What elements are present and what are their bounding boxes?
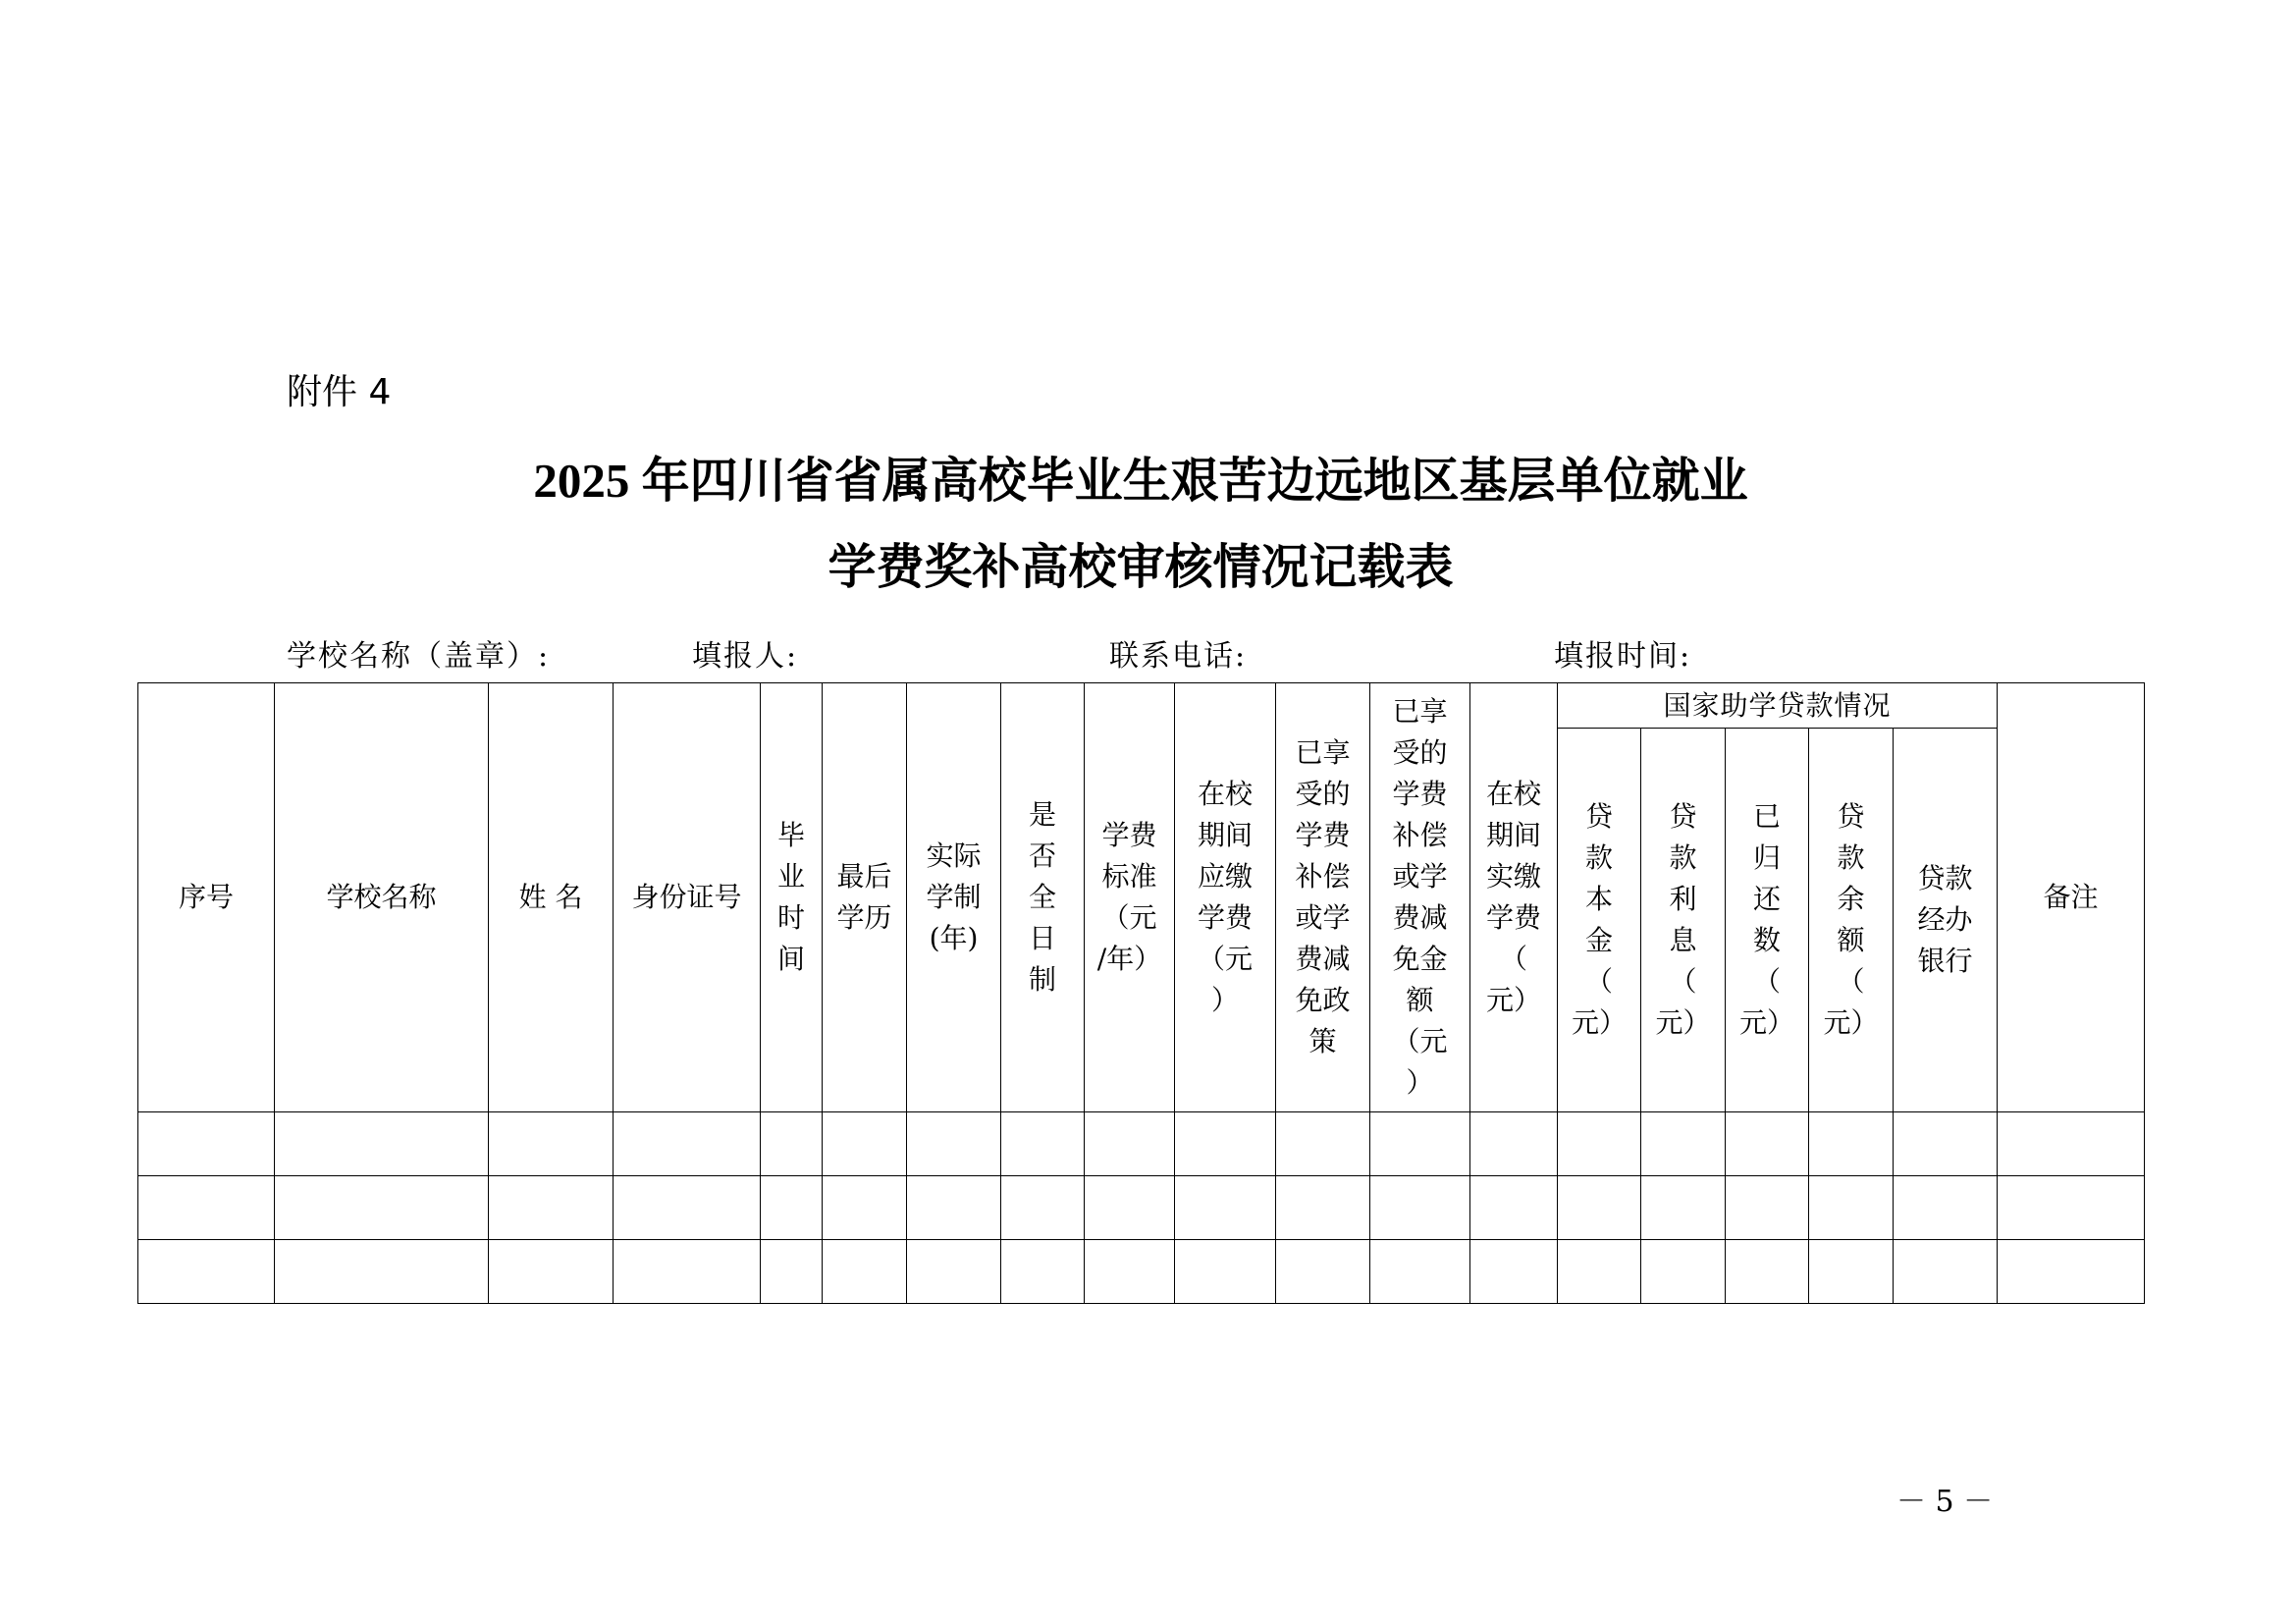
column-header-text: 学历 [836, 901, 892, 934]
column-header-text: 利 [1669, 883, 1697, 915]
table-cell [1558, 1240, 1641, 1304]
column-header-text: 最后 [836, 860, 892, 893]
table-cell [1809, 1176, 1894, 1240]
table-cell [1175, 1112, 1276, 1176]
column-header-text: 受的 [1392, 736, 1448, 769]
column-header-text: 受的 [1295, 778, 1351, 810]
column-header-text: 贷款 [1917, 862, 1973, 894]
column-header-loan-principal [1558, 729, 1641, 1112]
column-header-loan-interest [1641, 729, 1726, 1112]
table-cell [1641, 1240, 1726, 1304]
table-body [138, 1112, 2145, 1304]
column-header-text: 毕 [776, 819, 805, 851]
table-row [138, 1240, 2145, 1304]
column-header-text: （ [1669, 965, 1697, 998]
column-header-text: 数 [1752, 924, 1781, 956]
column-header-text: 期间 [1197, 819, 1253, 851]
header-row [138, 683, 2145, 729]
table-cell [138, 1112, 275, 1176]
table-cell [1558, 1112, 1641, 1176]
table-cell [275, 1112, 489, 1176]
fill-date-field-label: 填报时间: [1554, 639, 1692, 674]
column-header-text: 在校 [1485, 778, 1541, 810]
column-header-text: 贷 [1837, 800, 1865, 833]
column-header-text: 贷 [1669, 800, 1697, 833]
column-header-text: 贷 [1584, 800, 1613, 833]
column-header-text: 元） [1485, 984, 1541, 1016]
column-header-text: 经办 [1917, 903, 1973, 936]
attachment-label: 附件 4 [287, 372, 392, 412]
column-header-loan-repaid [1726, 729, 1809, 1112]
column-header-text: 在校 [1197, 778, 1253, 810]
table-cell [1276, 1240, 1370, 1304]
table-cell [761, 1176, 823, 1240]
column-header-text: 补偿 [1392, 819, 1448, 851]
column-header-text: 已 [1752, 800, 1781, 833]
table-cell [823, 1176, 907, 1240]
table-row [138, 1176, 2145, 1240]
column-header-text: 款 [1669, 841, 1697, 874]
column-header-text: 额 [1837, 924, 1865, 956]
column-header-text: （ [1752, 965, 1781, 998]
table-cell [1370, 1240, 1470, 1304]
column-header-serial-number [138, 683, 275, 1112]
column-header-text: 余 [1837, 883, 1865, 915]
table-cell [1726, 1176, 1809, 1240]
column-header-text: 学费 [1197, 901, 1253, 934]
table-cell [1085, 1240, 1175, 1304]
table-cell [823, 1112, 907, 1176]
column-header-text: 补偿 [1295, 860, 1351, 893]
column-header-full-time [1001, 683, 1085, 1112]
table-cell [761, 1112, 823, 1176]
column-header-text: 日 [1028, 922, 1056, 954]
column-header-text: （元 [1392, 1025, 1448, 1057]
school-name-field-label: 学校名称（盖章）: [287, 639, 551, 674]
table-cell [823, 1240, 907, 1304]
table-cell [1726, 1240, 1809, 1304]
table-cell [275, 1176, 489, 1240]
table-cell [1894, 1240, 1998, 1304]
column-header-text: 还 [1752, 883, 1781, 915]
column-header-text: 时 [776, 901, 805, 934]
table-cell [1001, 1176, 1085, 1240]
table-cell [138, 1176, 275, 1240]
column-header-loan-balance [1809, 729, 1894, 1112]
column-header-text: 元） [1571, 1006, 1627, 1039]
table-cell [1001, 1240, 1085, 1304]
table-cell [1175, 1240, 1276, 1304]
column-header-text: 标准 [1101, 860, 1157, 893]
column-header-text: 期间 [1485, 819, 1541, 851]
column-header-text: （ [1584, 965, 1613, 998]
table-cell [907, 1240, 1001, 1304]
column-header-tuition-compensation-amount [1370, 683, 1470, 1112]
column-header-school-name [275, 683, 489, 1112]
table-cell [275, 1240, 489, 1304]
column-header-remarks [1998, 683, 2145, 1112]
column-header-text: 元） [1655, 1006, 1711, 1039]
column-header-text: 归 [1752, 841, 1781, 874]
column-header-text: /年） [1096, 943, 1162, 975]
page-number: － 5 － [1896, 1485, 1994, 1519]
column-header-text: 本 [1584, 883, 1613, 915]
column-header-text: 费减 [1295, 943, 1351, 975]
table-cell [1726, 1112, 1809, 1176]
table-cell [907, 1112, 1001, 1176]
table-cell [1998, 1176, 2145, 1240]
column-header-tuition-paid [1470, 683, 1558, 1112]
table-cell [489, 1240, 614, 1304]
column-header-text: 制 [1028, 963, 1056, 996]
table-cell [1370, 1112, 1470, 1176]
table-cell [1641, 1176, 1726, 1240]
column-header-text: 款 [1584, 841, 1613, 874]
column-header-text: （元 [1197, 943, 1253, 975]
table-cell [489, 1176, 614, 1240]
audit-record-table [137, 682, 2145, 1304]
column-header-text: 间 [776, 943, 805, 975]
column-header-text: 金 [1584, 924, 1613, 956]
column-header-loan-bank [1894, 729, 1998, 1112]
table-cell [614, 1240, 761, 1304]
table-cell [1470, 1176, 1558, 1240]
column-header-graduation-time [761, 683, 823, 1112]
column-header-text: (年) [929, 922, 979, 954]
table-cell [1370, 1176, 1470, 1240]
table-cell [761, 1240, 823, 1304]
table-cell [138, 1240, 275, 1304]
table-cell [1558, 1176, 1641, 1240]
column-header-text: 全 [1028, 881, 1056, 913]
column-header-text: ） [1210, 984, 1239, 1016]
table-cell [1998, 1112, 2145, 1176]
table-cell [1175, 1176, 1276, 1240]
column-header-text: 元） [1738, 1006, 1794, 1039]
column-header-actual-schooling-years [907, 683, 1001, 1112]
column-header-text: 款 [1837, 841, 1865, 874]
table-cell [1894, 1176, 1998, 1240]
column-header-text: 学费 [1485, 901, 1541, 934]
column-header-text: 元） [1823, 1006, 1879, 1039]
filler-field-label: 填报人: [692, 639, 799, 674]
table-cell [1085, 1176, 1175, 1240]
loan-group-header: 国家助学贷款情况 [1558, 683, 1998, 729]
column-header-text: 否 [1028, 839, 1056, 872]
column-header-text: 备注 [2043, 881, 2099, 913]
document-title-line-1: 2025 年四川省省属高校毕业生艰苦边远地区基层单位就业 [533, 454, 1748, 508]
table-cell [1276, 1112, 1370, 1176]
table-cell [614, 1176, 761, 1240]
column-header-text: 姓 名 [518, 881, 583, 913]
column-header-id-number [614, 683, 761, 1112]
column-header-text: 免政 [1295, 984, 1351, 1016]
column-header-text: 学制 [926, 881, 982, 913]
column-header-text: 业 [776, 860, 805, 893]
column-header-highest-degree [823, 683, 907, 1112]
column-header-text: 额 [1406, 984, 1434, 1016]
column-header-tuition-standard [1085, 683, 1175, 1112]
column-header-text: （ [1837, 965, 1865, 998]
table-cell [1470, 1112, 1558, 1176]
column-header-text: 实缴 [1485, 860, 1541, 893]
column-header-text: 序号 [178, 881, 234, 913]
table-cell [1276, 1176, 1370, 1240]
document-title-line-2: 学费奖补高校审核情况记载表 [828, 540, 1454, 594]
column-header-text: 或学 [1392, 860, 1448, 893]
column-header-text: 或学 [1295, 901, 1351, 934]
table-cell [1809, 1240, 1894, 1304]
table-cell [1809, 1112, 1894, 1176]
table-cell [489, 1112, 614, 1176]
column-header-text: 费减 [1392, 901, 1448, 934]
table-cell [1085, 1112, 1175, 1176]
table-cell [1998, 1240, 2145, 1304]
column-header-text: （元 [1101, 901, 1157, 934]
phone-field-label: 联系电话: [1109, 639, 1248, 674]
column-header-text: 策 [1308, 1025, 1337, 1057]
table-cell [907, 1176, 1001, 1240]
column-header-text: 应缴 [1197, 860, 1253, 893]
column-header-text: 学费 [1295, 819, 1351, 851]
table-cell [1001, 1112, 1085, 1176]
column-header-text: 学费 [1101, 819, 1157, 851]
table-cell [1641, 1112, 1726, 1176]
column-header-text: 是 [1028, 798, 1056, 831]
column-header-text: 息 [1669, 924, 1697, 956]
column-header-text: （ [1499, 943, 1527, 975]
column-header-text: ） [1406, 1066, 1434, 1099]
column-header-text: 学费 [1392, 778, 1448, 810]
table-row [138, 1112, 2145, 1176]
column-header-tuition-payable [1175, 683, 1276, 1112]
column-header-text: 身份证号 [631, 881, 742, 913]
column-header-text: 银行 [1917, 945, 1973, 977]
column-header-tuition-compensation-policy [1276, 683, 1370, 1112]
column-header-student-name [489, 683, 614, 1112]
table-cell [614, 1112, 761, 1176]
table-cell [1470, 1240, 1558, 1304]
column-header-text: 免金 [1392, 943, 1448, 975]
column-header-text: 已享 [1295, 736, 1351, 769]
column-header-text: 学校名称 [326, 881, 437, 913]
column-header-text: 实际 [926, 839, 982, 872]
column-header-text: 已享 [1392, 695, 1448, 728]
table-cell [1894, 1112, 1998, 1176]
